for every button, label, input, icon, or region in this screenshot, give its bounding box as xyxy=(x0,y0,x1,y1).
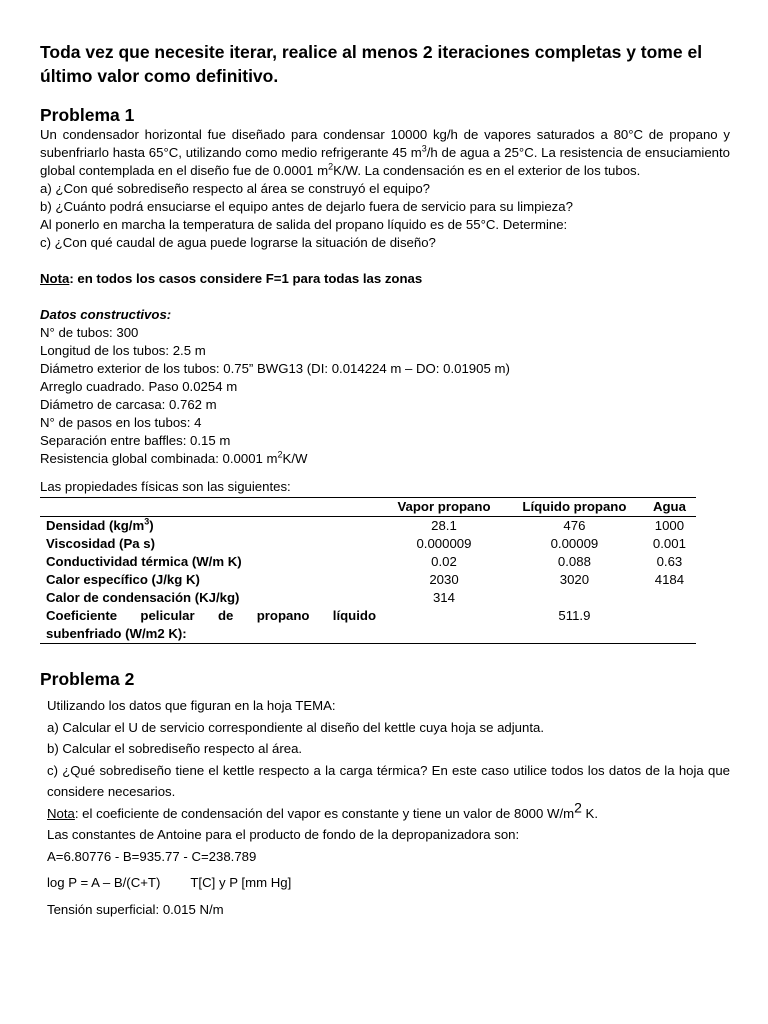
table-row: Conductividad térmica (W/m K) 0.02 0.088 0.63 xyxy=(46,554,683,569)
question-c: c) ¿Con qué caudal de agua puede lograrse la situación de diseño? xyxy=(40,235,436,250)
intro-instruction: Toda vez que necesite iterar, realice al menos 2 iteraciones completas y tome el último valor como definitivo. xyxy=(40,42,703,86)
datos-tubes: N° de tubos: 300 xyxy=(40,325,139,340)
table-header-blank xyxy=(40,498,382,517)
datos-baffles: Separación entre baffles: 0.15 m xyxy=(40,433,231,448)
datos-arrangement: Arreglo cuadrado. Paso 0.0254 m xyxy=(40,379,238,394)
datos-shell: Diámetro de carcasa: 0.762 m xyxy=(40,397,217,412)
p2-question-a: a) Calcular el U de servicio correspondiente al diseño del kettle cuya hoja se adjunta. xyxy=(47,719,545,735)
p2-question-b: b) Calcular el sobrediseño respecto al área. xyxy=(47,741,303,756)
table-header-vapor: Vapor propano xyxy=(382,498,506,517)
datos-resistance: Resistencia global combinada: 0.0001 $m^2K/W$ xyxy=(40,449,308,466)
problem-1-note: Nota: en todos los casos considere F=1 para todas las zonas xyxy=(40,271,423,286)
p2-note: Nota: el coeficiente de condensación del vapor es constante y tiene un valor de 8000 W/m2 K. xyxy=(47,799,599,821)
question-b: b) ¿Cuánto podrá ensuciarse el equipo antes de dejarlo fuera de servicio para su limpieza? xyxy=(40,199,573,214)
datos-diameter: Diámetro exterior de los tubos: 0.75” BWG13 (DI: 0.014224 m – DO: 0.01905 m) xyxy=(40,361,510,376)
problem-2-section xyxy=(40,668,730,920)
document-page xyxy=(40,40,730,920)
construction-data-title: Datos constructivos: xyxy=(40,307,172,322)
p2-surface-tension: Tensión superficial: 0.015 N/m xyxy=(47,901,224,917)
problem-2-title: Problema 2 xyxy=(40,669,135,689)
table-row: subenfriado (W/m2 K): xyxy=(40,625,696,644)
table-row: Viscosidad (Pa s) 0.000009 0.00009 0.001 xyxy=(46,536,686,551)
properties-table xyxy=(40,497,696,644)
table-row: Calor específico (J/kg K) 2030 3020 4184 xyxy=(46,572,685,587)
table-row: Calor de condensación (KJ/kg) 314 xyxy=(46,590,455,605)
startup-text: Al ponerlo en marcha la temperatura de salida del propano líquido es de 55°C. Determine: xyxy=(40,217,568,232)
table-row: Densidad $(kg/m^3)$ 28.1 476 1000 xyxy=(46,516,685,533)
datos-passes: N° de pasos en los tubos: 4 xyxy=(40,415,202,430)
p2-antoine-intro: Las constantes de Antoine para el producto de fondo de la depropanizadora son: xyxy=(47,827,520,842)
problem-1-title: Problema 1 xyxy=(40,105,135,125)
problem-1-statement: Un condensador horizontal fue diseñado para condensar 10000 kg/h de vapores saturados a 80°C de propano y subenfriarlo hasta 65°C, utilizando como medio refrigerante 45 $m^3/h$ de agua a 25°C. La resistencia de ensuciamiento global contemplada en el diseño fue de 0.0001 $m^2K/W$. La condensación es en el exterior de los tubos. xyxy=(40,127,730,178)
properties-intro: Las propiedades físicas son las siguientes: xyxy=(40,479,291,494)
table-header-agua: Agua xyxy=(643,498,696,517)
p2-antoine-equation: log P = A – B/(C+T) T[C] y P [mm Hg] xyxy=(47,875,292,890)
p2-antoine-constants: A=6.80776 - B=935.77 - C=238.789 xyxy=(47,848,257,864)
datos-length: Longitud de los tubos: 2.5 m xyxy=(40,343,206,358)
p2-intro: Utilizando los datos que figuran en la hoja TEMA: xyxy=(47,698,336,713)
table-row: Coeficiente pelicular de propano líquido 511.9 xyxy=(46,608,591,623)
question-a: a) ¿Con qué sobrediseño respecto al área se construyó el equipo? xyxy=(40,181,431,196)
table-header-row xyxy=(40,498,696,517)
table-header-liquido: Líquido propano xyxy=(506,498,643,517)
p2-question-c: c) ¿Qué sobrediseño tiene el kettle respecto a la carga térmica? En este caso utilice todos los datos de la hoja que considere necesarios. xyxy=(47,762,730,799)
